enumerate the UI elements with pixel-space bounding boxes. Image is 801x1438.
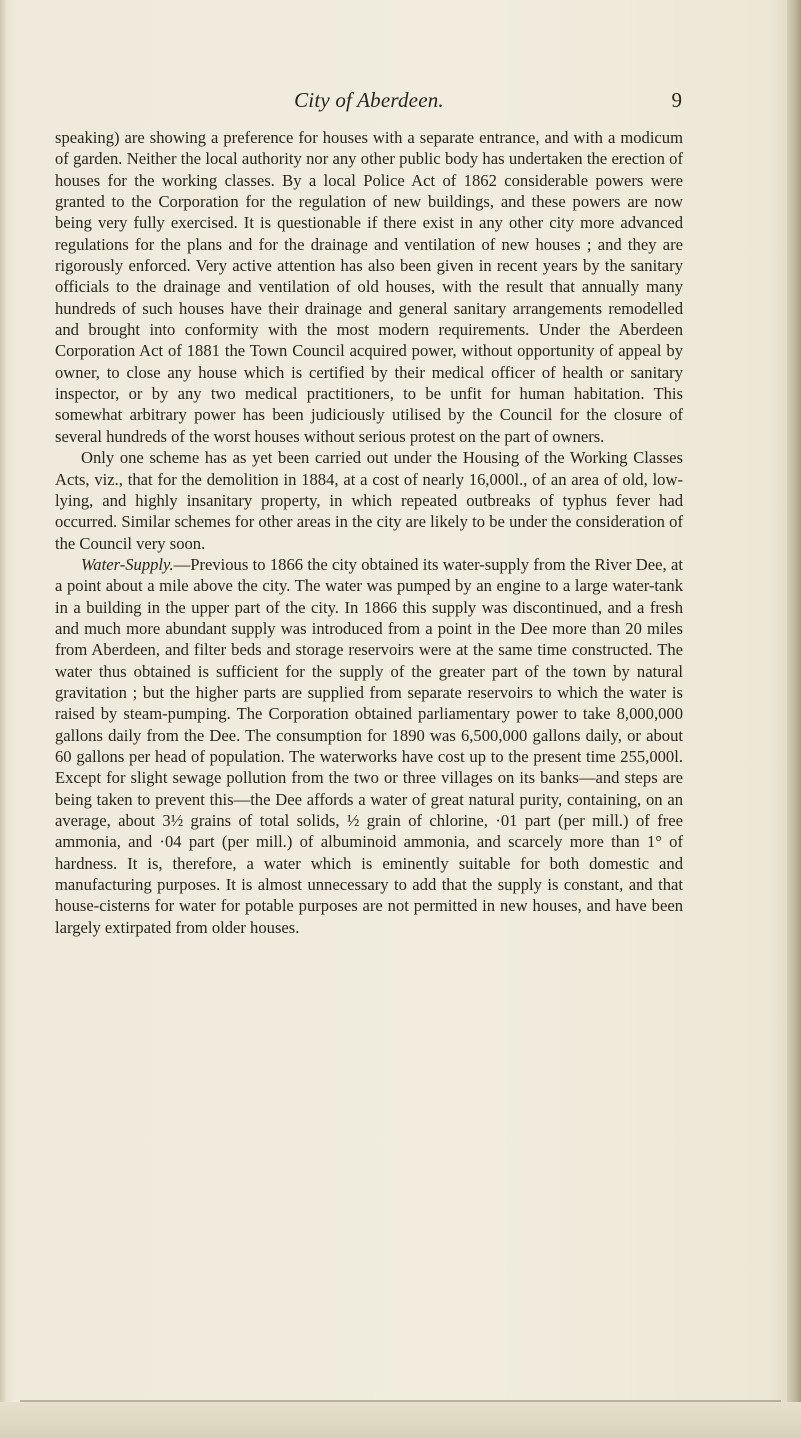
- page-number: 9: [671, 88, 682, 112]
- left-margin-shadow: [0, 0, 6, 1438]
- right-binding-edge: [787, 0, 801, 1438]
- running-head: [56, 88, 682, 122]
- paragraph: Only one scheme has as yet been carried out under the Housing of the Working Classes Acts, viz., that for the demolition in 1884, at a cost of nearly 16,000l., of an area of old, low-lying, and highly insanitary property, in which repeated outbreaks of typhus fever had occurred. Similar schemes for other areas in the city are likely to be under the consideration of the Council very soon.: [55, 448, 683, 553]
- section-heading-water-supply: Water-Supply.: [81, 554, 174, 574]
- paragraph-text: —Previous to 1866 the city obtained its water-supply from the River Dee, at a point about a mile above the city. The water was pumped by an engine to a large water-tank in a building in the upper part of the city. In 1866 this supply was discontinued, and a fresh and much more abundant supply was introduced from a point in the Dee more than 20 miles from Aberdeen, and filter beds and storage reservoirs were at the same time constructed. The water thus obtained is sufficient for the supply of the greater part of the town by natural gravitation ; but the higher parts are supplied from separate reservoirs to which the water is raised by steam-pumping. The Corporation obtained parliamentary power to take 8,000,000 gallons daily from the Dee. The consumption for 1890 was 6,500,000 gallons daily, or about 60 gallons per head of population. The waterworks have cost up to the present time 255,000l. Except for slight sewage pollution from the two or three villages on its banks—and steps are being taken to prevent this—the Dee affords a water of great natural purity, containing, on an average, about 3½ grains of total solids, ½ grain of chlorine, ·01 part (per mill.) of free ammonia, and ·04 part (per mill.) of albuminoid ammonia, and scarcely more than 1° of hardness. It is, therefore, a water which is eminently suitable for both domestic and manufacturing purposes. It is almost unnecessary to add that the supply is constant, and that house-cisterns for water for potable purposes are not permitted in new houses, and have been largely extirpated from older houses.: [55, 554, 683, 937]
- bottom-shadow: [0, 1402, 801, 1438]
- body-text: [55, 127, 683, 938]
- paragraph-water-supply: [55, 554, 683, 938]
- running-title: City of Aberdeen.: [294, 88, 444, 112]
- paragraph: speaking) are showing a preference for houses with a separate entrance, and with a modicum of garden. Neither the local authority nor any other public body has undertaken the erection of houses for the working classes. By a local Police Act of 1862 considerable powers were granted to the Corporation for the regulation of new buildings, and these powers are now being very fully exercised. It is questionable if there exist in any other city more advanced regulations for the plans and for the drainage and ventilation of new houses ; and they are rigorously enforced. Very active attention has also been given in recent years by the sanitary officials to the drainage and ventilation of old houses, with the result that annually many hundreds of such houses have their drainage and general sanitary arrangements remodelled and brought into conformity with the most modern requirements. Under the Aberdeen Corporation Act of 1881 the Town Council acquired power, without opportunity of appeal by owner, to close any house which is certified by their medical officer of health or sanitary inspector, or by any two medical practitioners, to be unfit for human habitation. This somewhat arbitrary power has been judiciously utilised by the Council for the closure of several hundreds of the worst houses without serious protest on the part of owners.: [55, 128, 683, 446]
